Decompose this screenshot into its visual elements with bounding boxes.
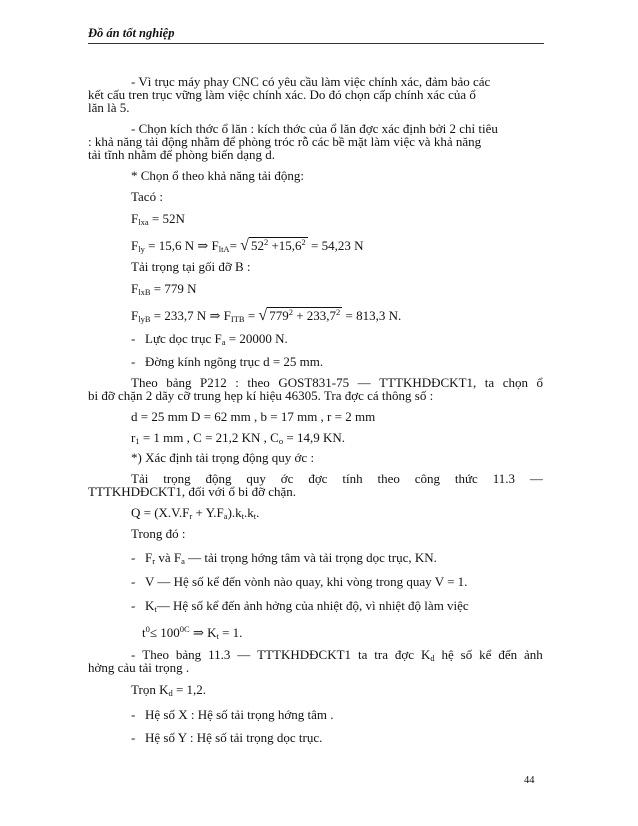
params-line2: $r_1 = 1$ mm , C = 21,2 KN , $C_o = 14,9$ KN. — [131, 430, 345, 446]
para2-line1: - Chọn kích thớc ổ lăn : kích thớc của ổ lăn đợc xác định bởi 2 chỉ tiêu — [131, 121, 498, 136]
para2-line2: : khả năng tải động nhằm để phòng tróc rỗ các bề mặt làm việc và khả năng — [88, 134, 482, 149]
para1-line2: kết cấu tren trục vững làm việc chính xác. Do đó chọn cấp chính xác của ổ — [88, 87, 476, 102]
formula-fly: $F_{ly} = 15,6$ N ⇒ $F_{ltA}=$ √ $52^2 +15,6^2 = 54,23$ N — [131, 237, 364, 254]
equiv-load-heading: *) Xác định tải trọng động quy ớc : — [131, 450, 315, 465]
choose-heading: * Chọn ổ theo khả năng tải động: — [131, 168, 304, 183]
table2-line1: - Theo bảng 11.3 — TTTKHDĐCKT1 ta tra đợc $K_d$ hệ số kể đến ảnh — [131, 647, 543, 663]
formula-ref-line2: TTTKHDĐCKT1, đối với ổ bi đỡ chặn. — [88, 484, 296, 499]
diameter-item: - Đờng kính ngõng trục d = 25 mm. — [131, 354, 324, 369]
axial-force-item: - Lực dọc trục $F_a = 20000$ N. — [131, 331, 288, 347]
page-number: 44 — [524, 775, 535, 786]
table-ref-line2: bi đỡ chặn 2 dãy cỡ trung hẹp kí hiệu 46305. Tra đợc cá thông số : — [88, 388, 434, 403]
coefficient-x-item: - Hệ số X : Hệ số tải trọng hớng tâm . — [131, 707, 334, 722]
sqrt-expression: √ $52^2 +15,6^2$ — [240, 237, 306, 254]
formula-ref-line1: Tải trọng động quy ớc đợc tính theo công thức 11.3 — — [131, 471, 543, 486]
para1-line1: - Vì trục máy phay CNC có yêu cầu làm việc chính xác, đảm bảo các — [131, 74, 491, 89]
coefficient-y-item: - Hệ số Y : Hệ số tải trọng dọc trục. — [131, 730, 323, 745]
formula-q: $Q = (X.V.F_r + Y.F_a).k_t.k_t$. — [131, 505, 260, 521]
para1-line3: lăn là 5. — [88, 100, 130, 115]
table-ref-line1: Theo bảng P212 : theo GOST831-75 — TTTKHDĐCKT1, ta chọn ổ — [131, 375, 543, 390]
definition-fr-fa: - $F_r$ và $F_a$ — tải trọng hớng tâm và tải trọng dọc trục, KN. — [131, 550, 437, 566]
page-header — [88, 26, 544, 44]
header-title: Đồ án tốt nghiệp — [88, 26, 175, 40]
table2-line2: hởng cảu tải trọng . — [88, 660, 190, 675]
taco-label: Tacó : — [131, 189, 163, 204]
definition-v: - V — Hệ số kể đến vònh nào quay, khi vòng trong quay V = 1. — [131, 574, 468, 589]
sqrt-expression-b: √ $779^2 + 233,7^2$ — [258, 307, 341, 324]
temperature-condition: $t^0\le 100^{0C}$ ⇒ $K_t = 1$. — [142, 624, 243, 641]
where-label: Trong đó : — [131, 526, 186, 541]
definition-kt: - $K_t—$ Hệ số kể đến ảnh hởng của nhiệt độ, vì nhiệt độ làm việc — [131, 598, 469, 614]
params-line1: d = 25 mm D = 62 mm , b = 17 mm , r = 2 mm — [131, 409, 376, 424]
load-b-label: Tải trọng tại gối đỡ B : — [131, 259, 251, 274]
formula-flxb: $F_{lxB} = 779$ N — [131, 281, 197, 297]
kd-value: Trọn $K_d = 1,2$. — [131, 682, 207, 698]
formula-flyb: $F_{lyB} = 233,7$ N ⇒ $F_{ITB}$ = √ $779^2 + 233,7^2 = 813,3$ N. — [131, 307, 402, 324]
para2-line3: tải tĩnh nhằm để phòng biến dạng d. — [88, 147, 276, 162]
formula-flxa: $F_{lxa} = 52N$ — [131, 211, 185, 227]
